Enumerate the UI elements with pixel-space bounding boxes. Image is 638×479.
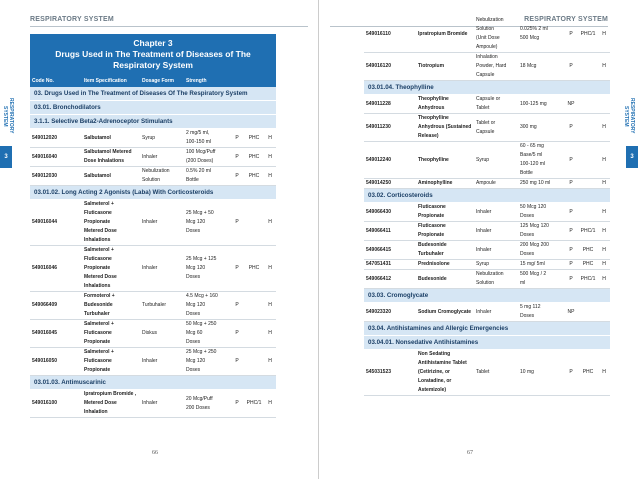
table-row	[364, 260, 610, 270]
section-heading: 03.02. Corticosteroids	[364, 189, 610, 203]
item-cell: Salmeterol + Fluticasone Propionate Metered Dose Inhalations	[82, 200, 140, 246]
code-cell: 549016045	[30, 320, 82, 348]
level-p-cell: P	[230, 129, 244, 148]
code-cell: 549016044	[30, 200, 82, 246]
dosage-cell: Nebulization Solution	[474, 270, 518, 289]
chapter-banner	[30, 34, 276, 75]
section-heading-row	[364, 81, 610, 95]
right-chapter-tab: 3	[626, 146, 638, 168]
right-page	[319, 0, 638, 479]
right-drug-table	[364, 16, 610, 396]
level-p-cell: P	[564, 53, 578, 81]
item-cell: Prednisolone	[416, 260, 474, 270]
section-heading-row	[30, 186, 276, 200]
level-phc-cell: PHC	[244, 148, 264, 167]
level-phc-cell	[244, 292, 264, 320]
item-cell: Non Sedating Antihistamine Tablet (Cetirizine, or Loratadine, or Astemizole)	[416, 350, 474, 396]
table-row	[364, 16, 610, 53]
strength-cell: 300 mg	[518, 114, 564, 142]
level-h-cell: H	[598, 350, 610, 396]
section-heading-row	[30, 115, 276, 129]
table-row	[364, 114, 610, 142]
level-p-cell: P	[230, 148, 244, 167]
level-h-cell: H	[598, 16, 610, 53]
dosage-cell: Turbuhaler	[140, 292, 184, 320]
level-h-cell: H	[598, 179, 610, 189]
item-cell: Aminophylline	[416, 179, 474, 189]
level-h-cell: H	[264, 246, 276, 292]
code-cell: 549016050	[30, 348, 82, 376]
level-p-cell: P	[564, 270, 578, 289]
item-cell: Salmeterol + Fluticasone Propionate Metered Dose Inhalations	[82, 246, 140, 292]
section-heading: 03. Drugs Used in The Treatment of Diseases Of The Respiratory System	[30, 87, 276, 101]
table-row	[364, 53, 610, 81]
right-table-body	[364, 16, 610, 396]
dosage-cell: Inhaler	[140, 200, 184, 246]
table-row	[364, 179, 610, 189]
code-cell: 549066409	[30, 292, 82, 320]
level-phc-cell	[578, 203, 598, 222]
section-heading: 03.01.04. Theophylline	[364, 81, 610, 95]
item-cell: Salbutamol Metered Dose Inhalations	[82, 148, 140, 167]
strength-cell: 60 - 65 mg Base/5 ml 100-120 ml Bottle	[518, 142, 564, 179]
item-cell: Fluticasone Propionate	[416, 222, 474, 241]
dosage-cell: Inhaler	[140, 390, 184, 418]
item-cell: Salmeterol + Fluticasone Propionate	[82, 348, 140, 376]
code-cell: 549012240	[364, 142, 416, 179]
strength-cell: 5 mg 112 Doses	[518, 303, 564, 322]
section-heading-row	[364, 336, 610, 350]
item-cell: Theophylline	[416, 142, 474, 179]
item-cell: Theophylline Anhydrous (Sustained Release)	[416, 114, 474, 142]
section-heading-row	[30, 101, 276, 115]
code-cell: 549011228	[364, 95, 416, 114]
code-cell: 547051431	[364, 260, 416, 270]
table-row	[364, 203, 610, 222]
level-phc-cell: PHC	[244, 129, 264, 148]
strength-cell: 4.5 Mcg + 160 Mcg 120 Doses	[184, 292, 230, 320]
level-p-cell: P	[564, 142, 578, 179]
level-p-cell: P	[230, 167, 244, 186]
section-heading: 03.04. Antihistamines and Allergic Emergencies	[364, 322, 610, 336]
item-cell: Salbutamol	[82, 129, 140, 148]
section-heading: 03.03. Cromoglycate	[364, 289, 610, 303]
item-cell: Sodium Cromoglycate	[416, 303, 474, 322]
level-p-cell: P	[230, 292, 244, 320]
code-cell: 549012020	[30, 129, 82, 148]
code-cell: 545031523	[364, 350, 416, 396]
item-cell: Budesonide	[416, 270, 474, 289]
level-h-cell: H	[598, 114, 610, 142]
strength-cell: 125 Mcg 120 Doses	[518, 222, 564, 241]
level-phc-cell	[578, 95, 598, 114]
item-cell: Fluticasone Propionate	[416, 203, 474, 222]
strength-cell: 50 Mcg + 250 Mcg 60 Doses	[184, 320, 230, 348]
dosage-cell: Inhaler	[474, 203, 518, 222]
code-cell: 549066411	[364, 222, 416, 241]
level-h-cell: H	[264, 148, 276, 167]
col-level-phc	[244, 75, 264, 87]
section-heading: 03.01.03. Antimuscarinic	[30, 376, 276, 390]
code-cell: 549014250	[364, 179, 416, 189]
dosage-cell: Inhaler	[474, 222, 518, 241]
level-h-cell: H	[264, 320, 276, 348]
dosage-cell: Syrup	[474, 260, 518, 270]
chapter-subtitle: Drugs Used in The Treatment of Diseases of The Respiratory System	[55, 49, 251, 70]
level-p-cell: P	[564, 16, 578, 53]
code-cell: 549016040	[30, 148, 82, 167]
table-row	[30, 200, 276, 246]
table-row	[30, 129, 276, 148]
level-p-cell: P	[564, 222, 578, 241]
dosage-cell: Nebulization Solution (Unit Dose Ampoule)	[474, 16, 518, 53]
code-cell: 549066415	[364, 241, 416, 260]
code-cell: 549011230	[364, 114, 416, 142]
table-row	[364, 270, 610, 289]
level-phc-cell: PHC/1	[578, 16, 598, 53]
right-running-header: RESPIRATORY SYSTEM	[524, 16, 608, 23]
strength-cell: 200 Mcg 200 Doses	[518, 241, 564, 260]
level-p-cell: NP	[564, 303, 578, 322]
item-cell: Formoterol + Budesonide Turbuhaler	[82, 292, 140, 320]
dosage-cell: Ampoule	[474, 179, 518, 189]
dosage-cell: Syrup	[474, 142, 518, 179]
level-p-cell: P	[564, 241, 578, 260]
item-cell: Ipratropium Bromide	[416, 16, 474, 53]
section-heading: 3.1.1. Selective Beta2-Adrenoceptor Stimulants	[30, 115, 276, 129]
level-p-cell: P	[230, 390, 244, 418]
level-p-cell: P	[564, 350, 578, 396]
strength-cell: 250 mg 10 ml	[518, 179, 564, 189]
level-phc-cell	[578, 114, 598, 142]
level-phc-cell: PHC	[578, 260, 598, 270]
section-heading-row	[364, 189, 610, 203]
left-header-rule	[30, 26, 308, 27]
strength-cell: 2 mg/5 ml, 100-150 ml	[184, 129, 230, 148]
item-cell: Budesonide Turbuhaler	[416, 241, 474, 260]
table-row	[30, 292, 276, 320]
level-p-cell: P	[230, 348, 244, 376]
col-strength: Strength	[184, 75, 230, 87]
col-level-h	[264, 75, 276, 87]
level-h-cell: H	[598, 260, 610, 270]
strength-cell: 0.5% 20 ml Bottle	[184, 167, 230, 186]
level-h-cell: H	[598, 222, 610, 241]
level-p-cell: P	[230, 200, 244, 246]
section-heading: 03.04.01. Nonsedative Antihistamines	[364, 336, 610, 350]
dosage-cell: Nebulization Solution	[140, 167, 184, 186]
section-heading: 03.01. Bronchodilators	[30, 101, 276, 115]
level-p-cell: P	[564, 179, 578, 189]
left-side-label: RESPIRATORY SYSTEM	[2, 98, 14, 134]
section-heading-row	[30, 87, 276, 101]
level-h-cell: H	[264, 390, 276, 418]
dosage-cell: Inhaler	[140, 246, 184, 292]
level-h-cell: H	[598, 270, 610, 289]
strength-cell: 25 Mcg + 250 Mcg 120 Doses	[184, 348, 230, 376]
level-h-cell	[598, 303, 610, 322]
code-cell: 549016110	[364, 16, 416, 53]
section-heading: 03.01.02. Long Acting 2 Agonists (Laba) With Corticosteroids	[30, 186, 276, 200]
strength-cell: 100 Mcg/Puff (200 Doses)	[184, 148, 230, 167]
left-running-header: RESPIRATORY SYSTEM	[30, 16, 114, 23]
dosage-cell: Syrup	[140, 129, 184, 148]
left-page-number: 66	[152, 450, 158, 456]
level-h-cell: H	[264, 200, 276, 246]
level-phc-cell: PHC/1	[244, 390, 264, 418]
level-h-cell: H	[264, 348, 276, 376]
item-cell: Ipratropium Bromide , Metered Dose Inhalation	[82, 390, 140, 418]
table-row	[30, 390, 276, 418]
strength-cell: 0.025% 2 ml 500 Mcg	[518, 16, 564, 53]
col-level-p	[230, 75, 244, 87]
level-phc-cell	[578, 53, 598, 81]
level-phc-cell: PHC/1	[578, 270, 598, 289]
level-p-cell: P	[230, 246, 244, 292]
level-phc-cell: PHC	[244, 167, 264, 186]
dosage-cell: Tablet	[474, 350, 518, 396]
code-cell: 549066430	[364, 203, 416, 222]
table-row	[364, 222, 610, 241]
section-heading-row	[364, 289, 610, 303]
strength-cell: 100-125 mg	[518, 95, 564, 114]
section-heading-row	[30, 376, 276, 390]
dosage-cell: Diskus	[140, 320, 184, 348]
item-cell: Tiotropium	[416, 53, 474, 81]
level-h-cell: H	[598, 53, 610, 81]
dosage-cell: Capsule or Tablet	[474, 95, 518, 114]
level-h-cell: H	[598, 142, 610, 179]
left-content	[30, 34, 276, 418]
dosage-cell: Tablet or Capsule	[474, 114, 518, 142]
level-h-cell	[598, 95, 610, 114]
table-row	[364, 142, 610, 179]
dosage-cell: Inhalation Powder, Hard Capsule	[474, 53, 518, 81]
level-phc-cell	[244, 200, 264, 246]
strength-cell: 50 Mcg 120 Doses	[518, 203, 564, 222]
code-cell: 549066412	[364, 270, 416, 289]
level-p-cell: P	[564, 114, 578, 142]
strength-cell: 18 Mcg	[518, 53, 564, 81]
strength-cell: 10 mg	[518, 350, 564, 396]
level-p-cell: P	[564, 203, 578, 222]
col-code: Code No.	[30, 75, 82, 87]
col-dosage: Dosage Form	[140, 75, 184, 87]
code-cell: 549016100	[30, 390, 82, 418]
right-content	[364, 16, 610, 396]
level-phc-cell	[578, 303, 598, 322]
item-cell: Salmeterol + Fluticasone Propionate	[82, 320, 140, 348]
strength-cell: 25 Mcg + 125 Mcg 120 Doses	[184, 246, 230, 292]
level-phc-cell	[578, 179, 598, 189]
left-drug-table	[30, 75, 276, 418]
code-cell: 549023320	[364, 303, 416, 322]
level-h-cell: H	[598, 241, 610, 260]
table-row	[364, 95, 610, 114]
chapter-title: Chapter 3	[133, 38, 173, 48]
level-h-cell: H	[598, 203, 610, 222]
level-phc-cell: PHC/1	[578, 222, 598, 241]
col-item: Item Specification	[82, 75, 140, 87]
level-p-cell: NP	[564, 95, 578, 114]
table-row	[30, 320, 276, 348]
level-phc-cell	[244, 320, 264, 348]
dosage-cell: Inhaler	[474, 241, 518, 260]
strength-cell: 20 Mcg/Puff 200 Doses	[184, 390, 230, 418]
table-row	[30, 148, 276, 167]
right-page-number: 67	[467, 450, 473, 456]
level-phc-cell: PHC	[578, 350, 598, 396]
level-h-cell: H	[264, 292, 276, 320]
level-phc-cell	[578, 142, 598, 179]
code-cell: 549016046	[30, 246, 82, 292]
dosage-cell: Inhaler	[140, 148, 184, 167]
right-side-label: RESPIRATORY SYSTEM	[623, 98, 635, 134]
table-row	[364, 241, 610, 260]
level-p-cell: P	[564, 260, 578, 270]
level-phc-cell	[244, 348, 264, 376]
left-table-body	[30, 87, 276, 418]
dosage-cell: Inhaler	[140, 348, 184, 376]
table-header-row	[30, 75, 276, 87]
code-cell: 549012030	[30, 167, 82, 186]
table-row	[364, 303, 610, 322]
table-row	[364, 350, 610, 396]
strength-cell: 25 Mcg + 50 Mcg 120 Doses	[184, 200, 230, 246]
level-h-cell: H	[264, 167, 276, 186]
level-phc-cell: PHC	[578, 241, 598, 260]
table-row	[30, 167, 276, 186]
item-cell: Theophylline Anhydrous	[416, 95, 474, 114]
strength-cell: 15 mg/ 5ml	[518, 260, 564, 270]
left-chapter-tab: 3	[0, 146, 12, 168]
table-row	[30, 348, 276, 376]
level-p-cell: P	[230, 320, 244, 348]
table-row	[30, 246, 276, 292]
strength-cell: 500 Mcg / 2 ml	[518, 270, 564, 289]
level-h-cell: H	[264, 129, 276, 148]
dosage-cell: Inhaler	[474, 303, 518, 322]
section-heading-row	[364, 322, 610, 336]
level-phc-cell: PHC	[244, 246, 264, 292]
code-cell: 549016120	[364, 53, 416, 81]
item-cell: Salbutamol	[82, 167, 140, 186]
